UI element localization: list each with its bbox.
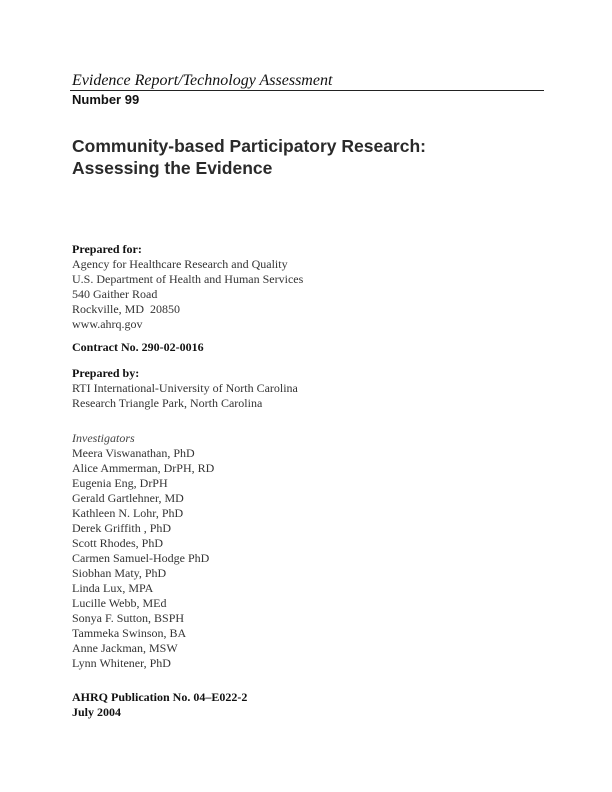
publication-block — [72, 690, 247, 720]
prepared-by-line: RTI International-University of North Carolina — [72, 381, 298, 395]
prepared-by-line: Research Triangle Park, North Carolina — [72, 396, 263, 410]
investigator-name: Linda Lux, MPA — [72, 581, 154, 595]
investigator-name: Lynn Whitener, PhD — [72, 656, 171, 670]
investigator-name: Eugenia Eng, DrPH — [72, 476, 168, 490]
investigators-label: Investigators — [72, 431, 135, 445]
prepared-for-line: Agency for Healthcare Research and Quality — [72, 257, 288, 271]
investigator-name: Derek Griffith , PhD — [72, 521, 172, 535]
report-number: Number 99 — [72, 92, 140, 107]
investigator-name: Kathleen N. Lohr, PhD — [72, 506, 184, 520]
title-line-1: Community-based Participatory Research: — [72, 136, 426, 156]
investigator-name: Gerald Gartlehner, MD — [72, 491, 184, 505]
prepared-for-website: www.ahrq.gov — [72, 317, 143, 331]
contract-number: Contract No. 290-02-0016 — [72, 340, 204, 354]
title-line-2: Assessing the Evidence — [72, 158, 273, 178]
report-series-title: Evidence Report/Technology Assessment — [72, 72, 333, 89]
investigator-name: Scott Rhodes, PhD — [72, 536, 164, 550]
investigator-name: Siobhan Maty, PhD — [72, 566, 167, 580]
page-title — [72, 135, 542, 179]
header-rule — [70, 90, 544, 91]
investigator-name: Meera Viswanathan, PhD — [72, 446, 195, 460]
investigator-name: Sonya F. Sutton, BSPH — [72, 611, 185, 625]
publication-date: July 2004 — [72, 705, 122, 719]
investigators-block — [72, 431, 214, 671]
prepared-for-line: U.S. Department of Health and Human Services — [72, 272, 304, 286]
prepared-for-label: Prepared for: — [72, 242, 142, 256]
publication-number: AHRQ Publication No. 04–E022-2 — [72, 690, 248, 704]
prepared-by-label: Prepared by: — [72, 366, 140, 380]
prepared-for-block — [72, 242, 303, 332]
prepared-for-line: 540 Gaither Road — [72, 287, 158, 301]
investigator-name: Anne Jackman, MSW — [72, 641, 178, 655]
investigator-name: Carmen Samuel-Hodge PhD — [72, 551, 210, 565]
investigator-name: Alice Ammerman, DrPH, RD — [72, 461, 215, 475]
prepared-by-block — [72, 366, 298, 411]
investigator-name: Tammeka Swinson, BA — [72, 626, 187, 640]
investigator-name: Lucille Webb, MEd — [72, 596, 167, 610]
prepared-for-line: Rockville, MD 20850 — [72, 302, 180, 316]
